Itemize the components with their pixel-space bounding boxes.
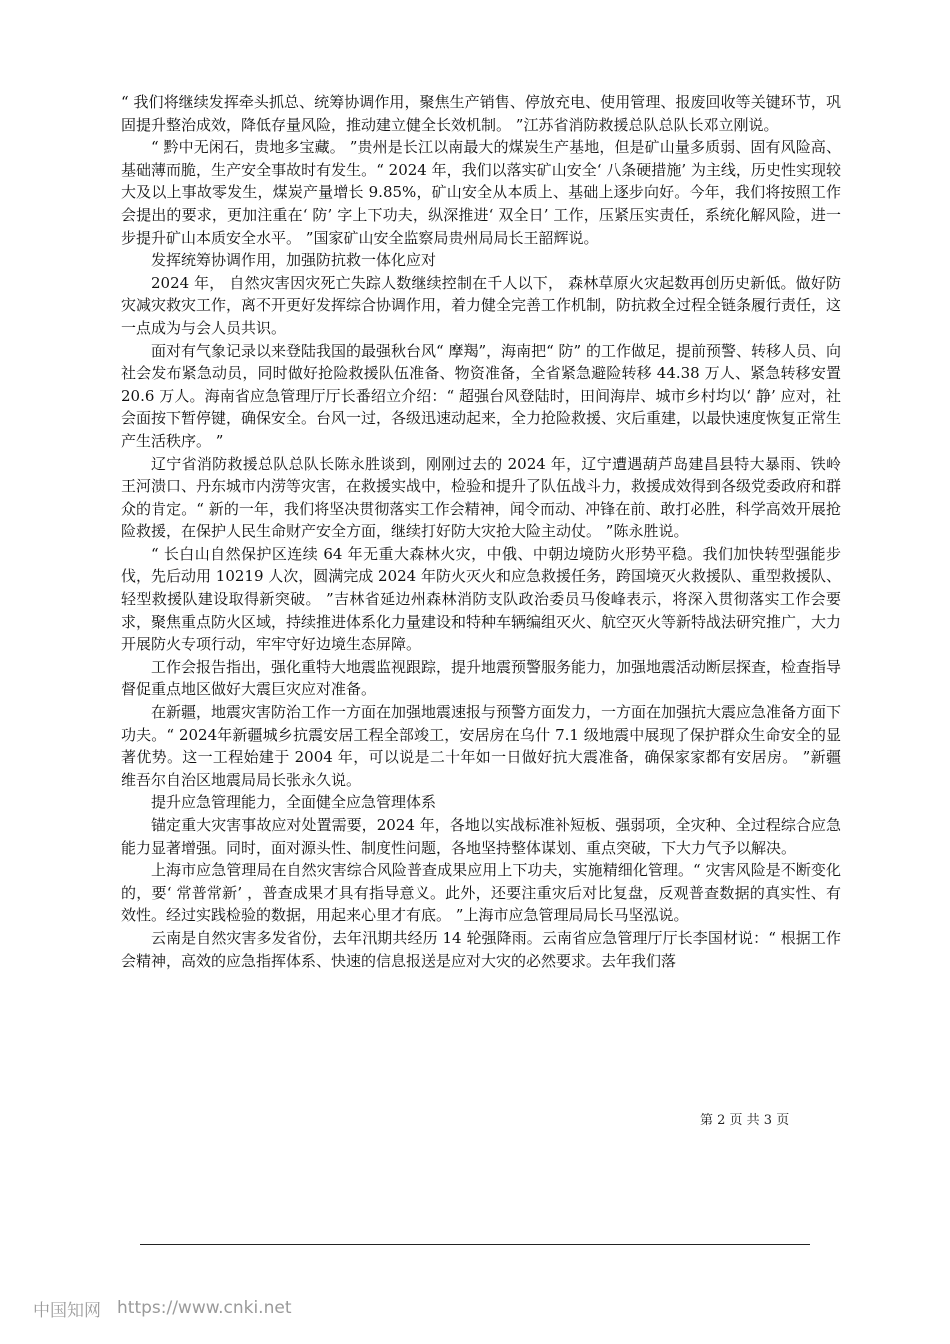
paragraph-5: 辽宁省消防救援总队总队长陈永胜谈到，刚刚过去的 2024 年，辽宁遭遇葫芦岛建昌县特大暴雨、铁岭王河溃口、丹东城市内涝等灾害，在救援实战中，检验和提升了队伍战斗力，救援成效得到各级党委政府和群众的肯定。“ 新的一年，我们将坚决贯彻落实工作会精神，闻令而动、冲锋在前、敢打必胜，科学高效开展抢险救援，在保护人民生命财产安全方面，继续打好防大灾抢大险主动仗。 ”陈永胜说。 xyxy=(121,454,842,541)
paragraph-1: “ 我们将继续发挥牵头抓总、统筹协调作用，聚焦生产销售、停放充电、使用管理、报废回收等关键环节，巩固提升整治成效，降低存量风险，推动建立健全长效机制。 ”江苏省消防救援总队总队长邓立刚说。 xyxy=(121,93,841,134)
paragraph-3: 2024 年， 自然灾害因灾死亡失踪人数继续控制在千人以下， 森林草原火灾起数再创历史新低。做好防灾减灾救灾工作，离不开更好发挥综合协调作用，着力健全完善工作机制，防抗救全过程全链条履行责任，这一点成为与会人员共识。 xyxy=(121,273,842,337)
article-body xyxy=(121,91,841,972)
paragraph-8: 在新疆，地震灾害防治工作一方面在加强地震速报与预警方面发力，一方面在加强抗大震应急准备方面下功夫。“ 2024年新疆城乡抗震安居工程全部竣工，安居房在乌什 7.1 级地震中展现了保护群众生命安全的显著优势。这一工程始建于 2004 年，可以说是二十年如一日做好抗大震准备，确保家家都有安居房。 ”新疆维吾尔自治区地震局局长张永久说。 xyxy=(121,703,842,789)
section-heading-2: 提升应急管理能力，全面健全应急管理体系 xyxy=(151,793,437,812)
footer-divider xyxy=(140,1244,810,1245)
paragraph-11: 云南是自然灾害多发省份，去年汛期共经历 14 轮强降雨。云南省应急管理厅厅长李国材说：“ 根据工作会精神，高效的应急指挥体系、快速的信息报送是应对大灾的必然要求。去年我们落 xyxy=(121,928,841,970)
section-heading-1: 发挥统筹协调作用，加强防抗救一体化应对 xyxy=(151,251,437,270)
paragraph-10: 上海市应急管理局在自然灾害综合风险普查成果应用上下功夫，实施精细化管理。“ 灾害风险是不断变化的，要‘ 常普常新’ ，普查成果才具有指导意义。此外，还要注重灾后对比复盘，反观普查数据的真实性、有效性。经过实践检验的数据，用起来心里才有底。 ”上海市应急管理局局长马坚泓说。 xyxy=(121,861,841,925)
paragraph-4: 面对有气象记录以来登陆我国的最强秋台风“ 摩羯”，海南把“ 防” 的工作做足，提前预警、转移人员、向社会发布紧急动员，同时做好抢险救援队伍准备、物资准备，全省紧急避险转移 44.38 万人、紧急转移安置 20.6 万人。海南省应急管理厅厅长番绍立介绍：“ 超强台风登陆时，田间海岸、城市乡村均以‘ 静’ 应对，社会面按下暂停键，确保安全。台风一过，各级迅速动起来，全力抢险救援、灾后重建，以最快速度恢复正常生产生活秩序。 ” xyxy=(121,341,842,450)
paragraph-2: “ 黔中无闲石，贵地多宝藏。 ”贵州是长江以南最大的煤炭生产基地，但是矿山量多质弱、固有风险高、基础薄而脆，生产安全事故时有发生。“ 2024 年，我们以落实矿山安全‘ 八条硬措施’ 为主线，历史性实现较大及以上事故零发生，煤炭产量增长 9.85%，矿山安全从本质上、基础上逐步向好。今年，我们将按照工作会提出的要求，更加注重在‘ 防’ 字上下功夫，纵深推进‘ 双全日’ 工作，压紧压实责任，系统化解风险，进一步提升矿山本质安全水平。 ”国家矿山安全监察局贵州局局长王韶辉说。 xyxy=(121,138,841,247)
paragraph-9: 锚定重大灾害事故应对处置需要，2024 年，各地以实战标准补短板、强弱项，全灾种、全过程综合应急能力显著增强。同时，面对源头性、制度性问题，各地坚持整体谋划、重点突破，下大力气予以解决。 xyxy=(121,816,841,857)
page-number: 第 2 页 共 3 页 xyxy=(700,1113,790,1128)
watermark-url: https://www.cnki.net xyxy=(117,1298,292,1318)
paragraph-6: “ 长白山自然保护区连续 64 年无重大森林火灾，中俄、中朝边境防火形势平稳。我们加快转型强能步伐，先后动用 10219 人次，圆满完成 2024 年防火灭火和应急救援任务，跨国境灭火救援队、重型救援队、轻型救援队建设取得新突破。 ”吉林省延边州森林消防支队政治委员马俊峰表示，将深入贯彻落实工作会要求，聚焦重点防火区域，持续推进体系化力量建设和特种车辆编组灭火、航空灭火等新特战法研究推广，大力开展防火专项行动，牢牢守好边境生态屏障。 xyxy=(121,544,842,654)
watermark-site-name: 中国知网 xyxy=(33,1300,101,1321)
cnki-watermark xyxy=(33,1296,291,1320)
paragraph-7: 工作会报告指出，强化重特大地震监视跟踪，提升地震预警服务能力，加强地震活动断层探查，检查指导督促重点地区做好大震巨灾应对准备。 xyxy=(121,657,842,699)
